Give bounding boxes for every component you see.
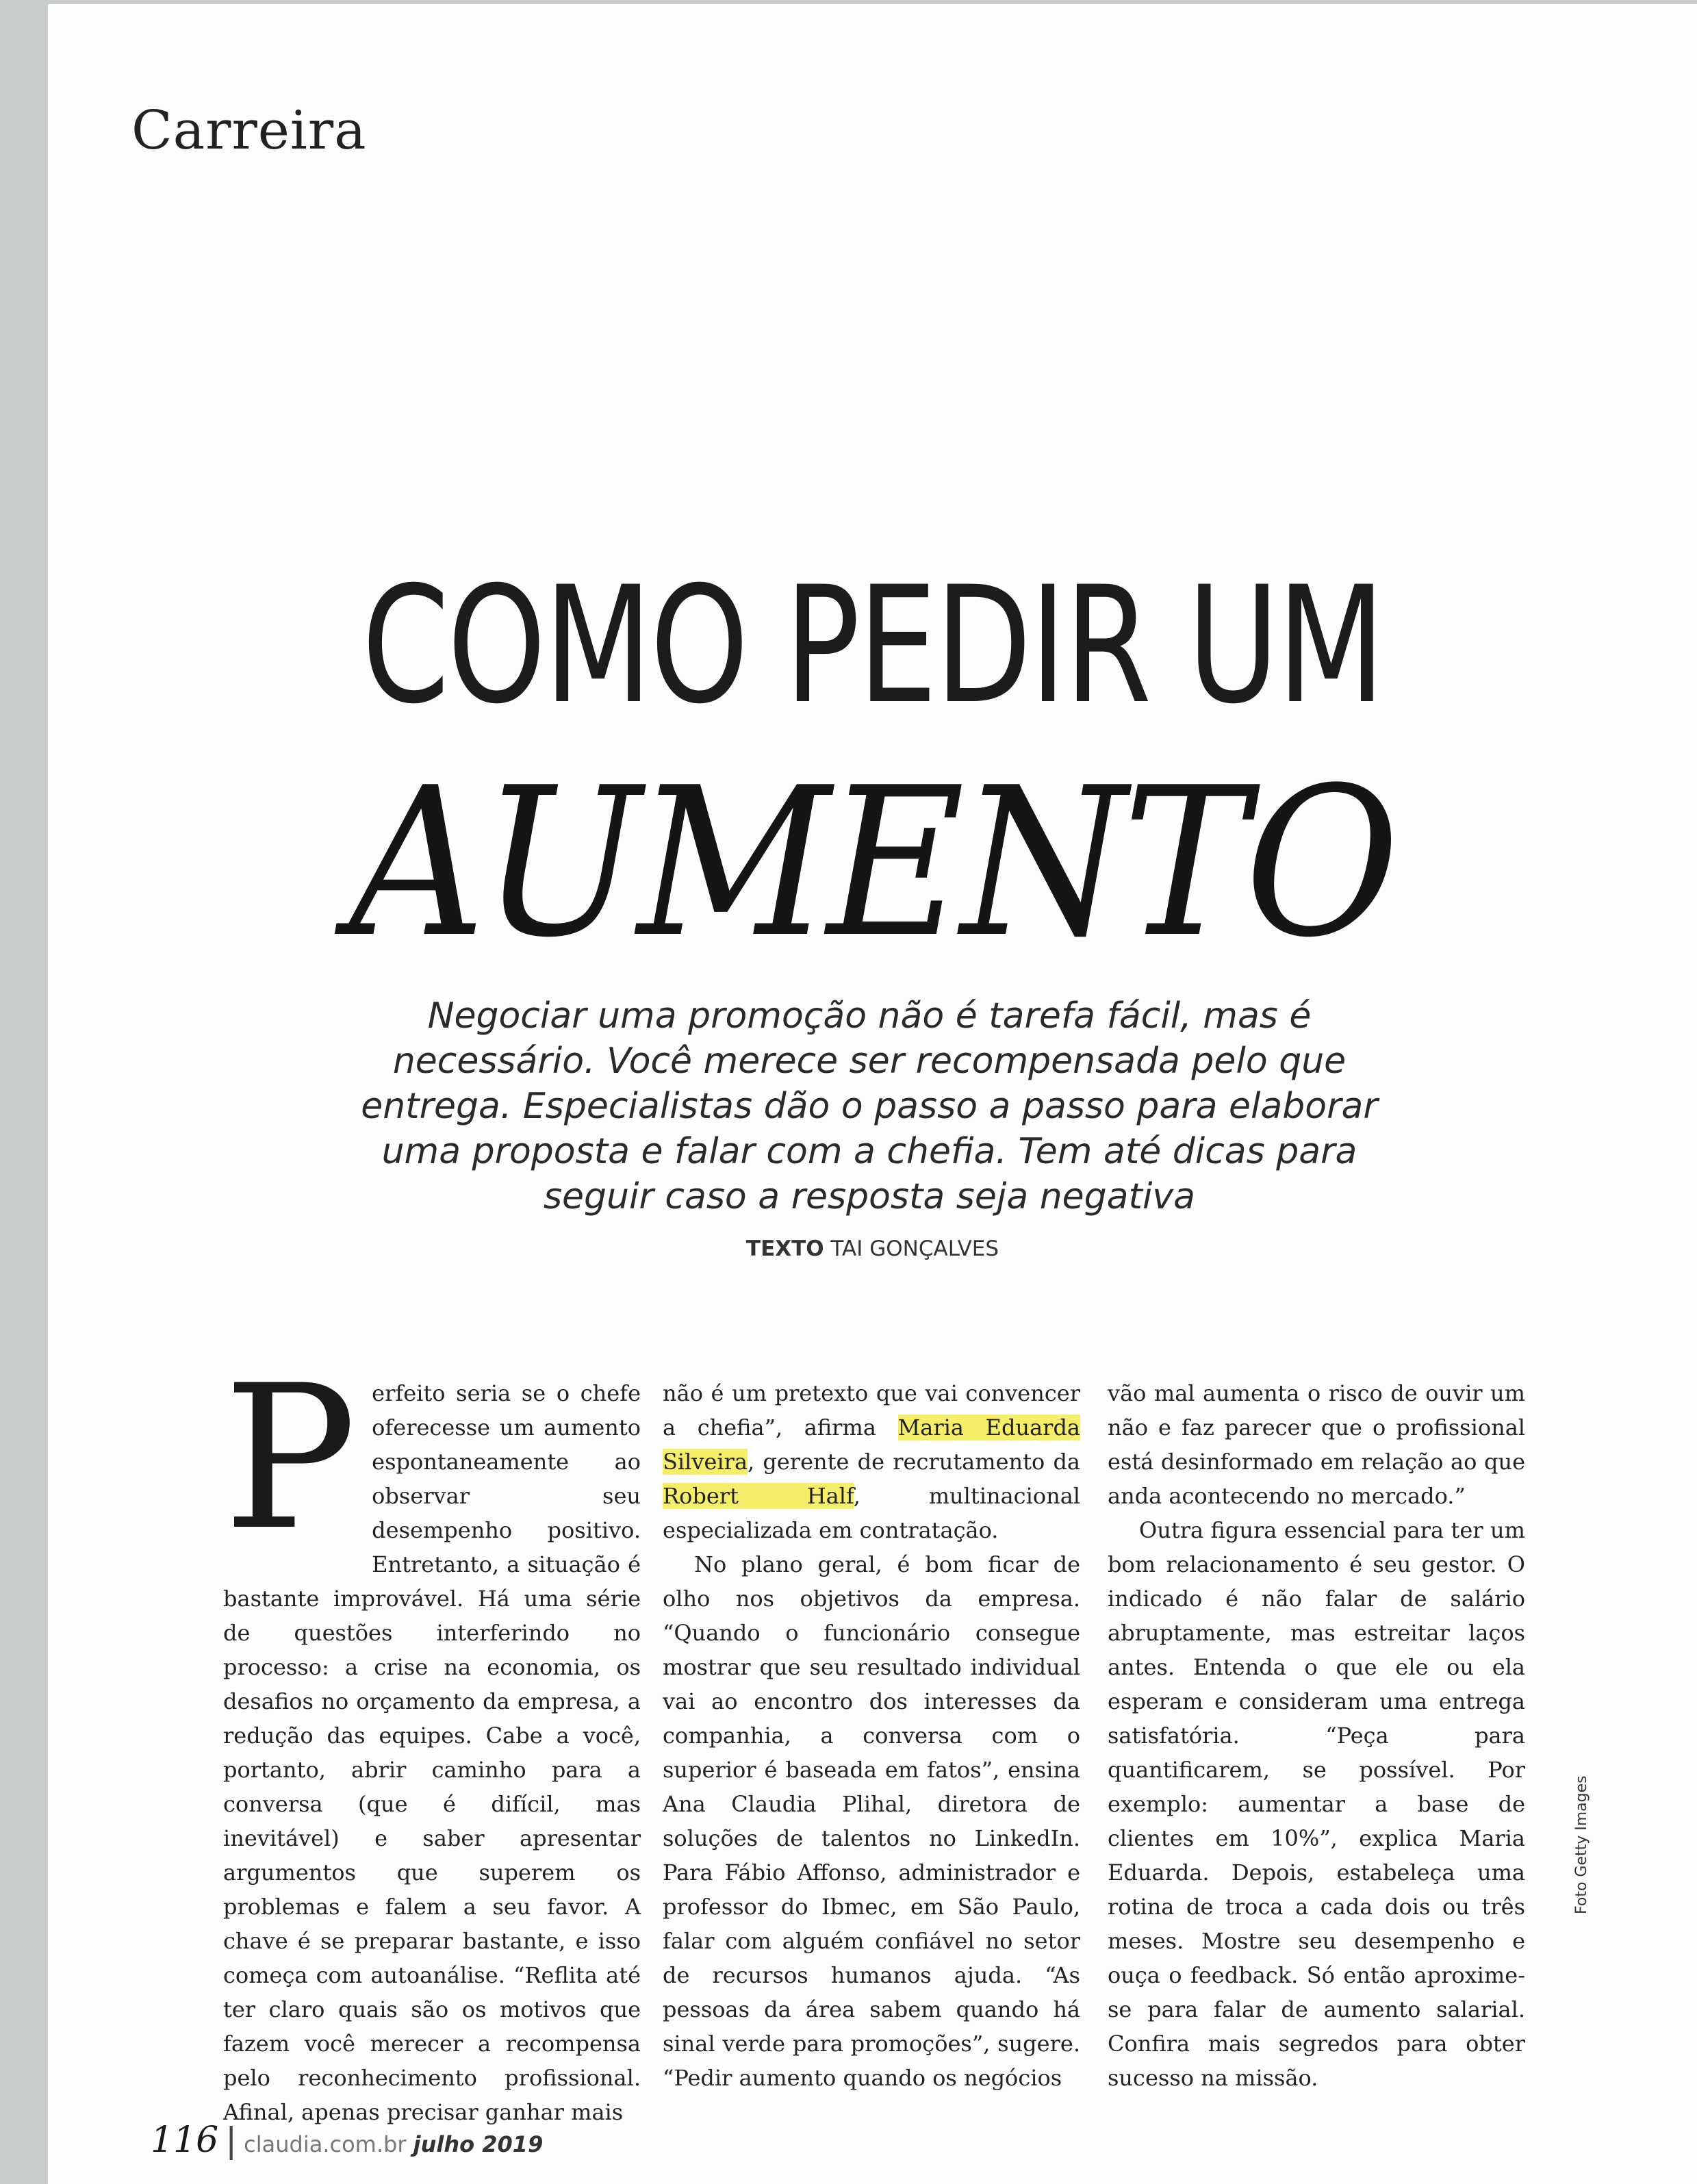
body-column-2 bbox=[663, 1376, 1080, 2095]
footer-site: claudia.com.br bbox=[244, 2131, 407, 2157]
page-number: 116 bbox=[151, 2120, 219, 2161]
body-text: erfeito seria se o chefe oferecesse um aumento espontaneamente ao observar seu desempenho positivo. Entretanto, a situação é bastante improvável. Há uma série de questões interferindo no processo: a crise na economia, os desafios no orçamento da empresa, a redução das equipes. Cabe a você, portanto, abrir caminho para a conversa (que é difícil, mas inevitável) e saber apresentar argumentos que superem os problemas e falem a seu favor. A chave é se preparar bastante, e isso começa com autoanálise. “Reflita até ter claro quais são os motivos que fazem você merecer a recompensa pelo reconhecimento profissional. Afinal, apenas precisar ganhar mais bbox=[223, 1380, 641, 2125]
body-text: , multinacional especializada em contratação. bbox=[663, 1483, 1080, 1543]
section-label: Carreira bbox=[131, 100, 367, 162]
body-paragraph: vão mal aumenta o risco de ouvir um não e faz parecer que o profissional está desinformado em relação ao que anda acontecendo no mercado.” bbox=[1108, 1380, 1525, 1509]
body-paragraph bbox=[663, 1376, 1080, 1547]
body-paragraph: Outra figura essencial para ter um bom relacionamento é seu gestor. O indicado é não falar de salário abruptamente, mas estreitar laços antes. Entenda o que ele ou ela esperam e consideram uma entrega satisfatória. “Peça para quantificarem, se possível. Por exemplo: aumentar a base de clientes em 10%”, explica Maria Eduarda. Depois, estabeleça uma rotina de troca a cada dois ou três meses. Mostre seu desempenho e ouça o feedback. Só então aproxime-se para falar de aumento salarial. Confira mais segredos para obter sucesso na missão. bbox=[1108, 1517, 1525, 2091]
body-column-1 bbox=[223, 1343, 641, 2129]
lede-paragraph: Negociar uma promoção não é tarefa fácil, mas é necessário. Você merece ser recompensada pelo que entrega. Especialistas dão o passo a passo para elaborar uma proposta e falar com a chefia. Tem até dicas para seguir caso a resposta seja negativa bbox=[361, 995, 1378, 1217]
drop-cap: P bbox=[223, 1343, 357, 1574]
byline-label: TEXTO bbox=[745, 1236, 824, 1261]
body-text: não é um pretexto que vai convencer a chefia”, afirma bbox=[663, 1380, 1080, 1440]
body-paragraph: No plano geral, é bom ficar de olho nos objetivos da empresa. “Quando o funcionário consegue mostrar que seu resultado individual vai ao encontro dos interesses da companhia, a conversa com o superior é baseada em fatos”, ensina Ana Claudia Plihal, diretora de soluções de talentos no LinkedIn. Para Fábio Affonso, administrador e professor do Ibmec, em São Paulo, falar com alguém confiável no setor de recursos humanos ajuda. “As pessoas da área sabem quando há sinal verde para promoções”, sugere. “Pedir aumento quando os negócios bbox=[663, 1551, 1080, 2091]
page-footer bbox=[151, 2120, 543, 2161]
photo-credit: Foto Getty Images bbox=[1573, 1775, 1590, 1914]
headline-line-1: COMO PEDIR UM bbox=[361, 553, 1383, 739]
byline-author: TAI GONÇALVES bbox=[830, 1236, 999, 1261]
magazine-page bbox=[48, 4, 1697, 2184]
footer-separator: | bbox=[225, 2120, 238, 2160]
footer-date: julho 2019 bbox=[413, 2131, 544, 2157]
highlighted-name: Robert Half bbox=[663, 1483, 854, 1509]
byline bbox=[48, 1236, 1697, 1261]
headline-line-2: AUMENTO bbox=[348, 744, 1396, 982]
body-text: , gerente de recrutamento da bbox=[748, 1449, 1080, 1475]
body-paragraph bbox=[223, 1343, 641, 2129]
body-column-3 bbox=[1108, 1376, 1525, 2095]
highlighted-name: Maria Eduarda Silveira bbox=[663, 1414, 1081, 1475]
